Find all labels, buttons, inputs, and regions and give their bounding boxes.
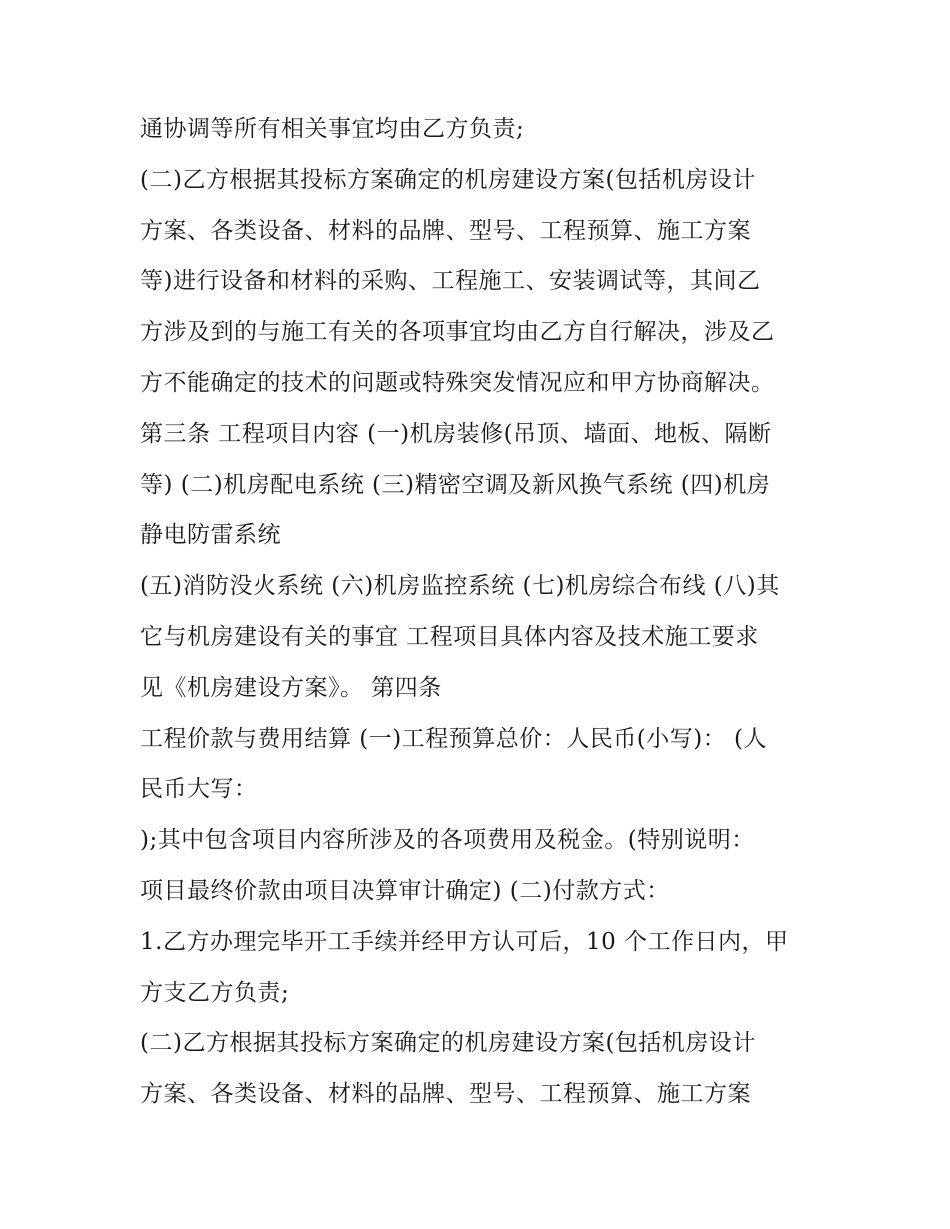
text-line: 等)进行设备和材料的采购、工程施工、安装调试等，其间乙 xyxy=(140,268,761,295)
text-line: 见《机房建设方案》。 第四条 xyxy=(140,674,442,701)
text-line: 方案、各类设备、材料的品牌、型号、工程预算、施工方案 xyxy=(140,217,751,244)
text-line: 它与机房建设有关的事宜 工程项目具体内容及技术施工要求 xyxy=(140,623,759,650)
text-line: 项目最终价款由项目决算审计确定) (二)付款方式： xyxy=(140,877,670,904)
text-line: 等) (二)机房配电系统 (三)精密空调及新风换气系统 (四)机房 xyxy=(140,471,771,498)
text-line: (二)乙方根据其投标方案确定的机房建设方案(包括机房设计 xyxy=(140,166,756,193)
document-body xyxy=(140,104,820,1120)
text-line: 民币大写： xyxy=(140,776,258,803)
text-line: 方涉及到的与施工有关的各项事宜均由乙方自行解决，涉及乙 xyxy=(140,319,775,346)
text-line: 方不能确定的技术的问题或特殊突发情况应和甲方协商解决。 xyxy=(140,369,775,396)
text-line: 1.乙方办理完毕开工手续并经甲方认可后，10 个工作日内，甲 xyxy=(140,928,789,955)
text-line: 第三条 工程项目内容 (一)机房装修(吊顶、墙面、地板、隔断 xyxy=(140,420,772,447)
text-line: 方案、各类设备、材料的品牌、型号、工程预算、施工方案 xyxy=(140,1081,751,1108)
text-line: (五)消防没火系统 (六)机房监控系统 (七)机房综合布线 (八)其 xyxy=(140,573,780,600)
text-line: 工程价款与费用结算 (一)工程预算总价：人民币(小写)： (人 xyxy=(140,725,767,752)
text-line: 方支乙方负责; xyxy=(140,979,290,1006)
text-line: (二)乙方根据其投标方案确定的机房建设方案(包括机房设计 xyxy=(140,1030,756,1057)
text-line: 通协调等所有相关事宜均由乙方负责; xyxy=(140,116,525,142)
text-line: );其中包含项目内容所涉及的各项费用及税金。(特别说明： xyxy=(140,827,755,854)
text-line: 静电防雷系统 xyxy=(140,522,281,549)
